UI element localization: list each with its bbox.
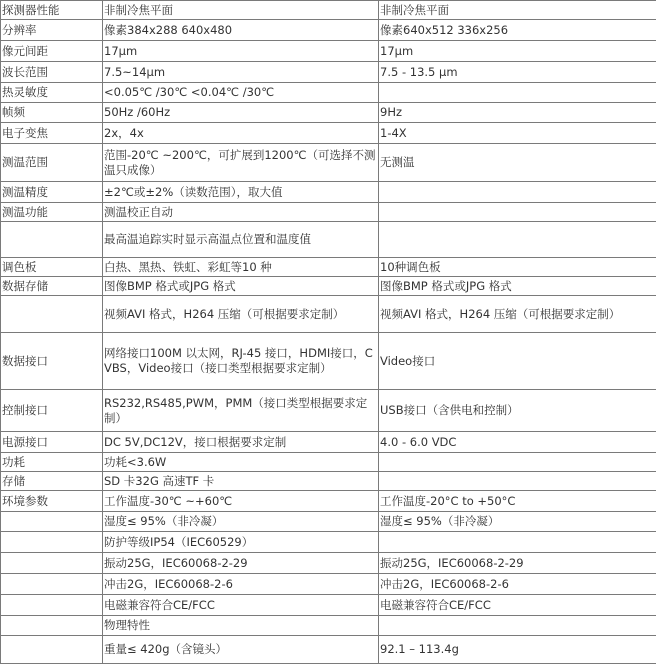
spec-value-b (379, 203, 656, 222)
table-row (1, 182, 656, 203)
spec-value-a: 视频AVI 格式，H264 压缩（可根据要求定制） (103, 296, 379, 333)
spec-value-b: USB接口（含供电和控制） (379, 390, 656, 432)
row-label (1, 616, 103, 636)
table-row (1, 333, 656, 390)
spec-value-b: 1-4X (379, 123, 656, 144)
row-label (1, 553, 103, 574)
spec-value-b: 冲击2G，IEC60068-2-6 (379, 574, 656, 595)
row-label: 电子变焦 (1, 123, 103, 144)
row-label: 热灵敏度 (1, 83, 103, 103)
row-label: 电源接口 (1, 432, 103, 453)
spec-value-b: 像素640x512 336x256 (379, 20, 656, 41)
table-row (1, 258, 656, 277)
row-label: 数据接口 (1, 333, 103, 390)
table-row (1, 432, 656, 453)
table-row (1, 144, 656, 182)
row-label: 波长范围 (1, 62, 103, 83)
table-row (1, 636, 656, 664)
spec-value-b: Video接口 (379, 333, 656, 390)
row-label: 帧频 (1, 103, 103, 123)
spec-value-a: 网络接口100M 以太网，RJ-45 接口，HDMI接口，CVBS，Video接口（接口类型根据要求定制） (103, 333, 379, 390)
spec-value-a: 工作温度-30℃ ~+60℃ (103, 491, 379, 512)
spec-value-b (379, 83, 656, 103)
row-label: 测温精度 (1, 182, 103, 203)
spec-value-a: <0.05℃ /30℃ <0.04℃ /30℃ (103, 83, 379, 103)
table-row (1, 222, 656, 258)
spec-value-b: 视频AVI 格式，H264 压缩（可根据要求定制） (379, 296, 656, 333)
spec-value-a: 物理特性 (103, 616, 379, 636)
spec-value-a: 电磁兼容符合CE/FCC (103, 595, 379, 616)
spec-value-a: SD 卡32G 高速TF 卡 (103, 472, 379, 491)
table-row (1, 553, 656, 574)
table-row (1, 296, 656, 333)
row-label: 环境参数 (1, 491, 103, 512)
table-row (1, 203, 656, 222)
table-row (1, 512, 656, 532)
row-label (1, 222, 103, 258)
row-label (1, 636, 103, 664)
spec-value-b (379, 472, 656, 491)
row-label: 测温功能 (1, 203, 103, 222)
spec-value-b (379, 182, 656, 203)
spec-value-a: 功耗<3.6W (103, 453, 379, 472)
spec-value-a: ±2℃或±2%（读数范围），取大值 (103, 182, 379, 203)
spec-value-b: 4.0 - 6.0 VDC (379, 432, 656, 453)
spec-value-a: 7.5~14μm (103, 62, 379, 83)
spec-value-b: 湿度≤ 95%（非冷凝） (379, 512, 656, 532)
spec-value-b (379, 532, 656, 553)
row-label (1, 595, 103, 616)
spec-value-a: RS232,RS485,PWM，PMM（接口类型根据要求定制） (103, 390, 379, 432)
row-label (1, 296, 103, 333)
spec-value-a: 图像BMP 格式或JPG 格式 (103, 277, 379, 296)
spec-value-a: 白热、黑热、铁虹、彩虹等10 种 (103, 258, 379, 277)
table-row (1, 532, 656, 553)
spec-value-a: 范围-20℃ ~200℃，可扩展到1200℃（可选择不测温只成像） (103, 144, 379, 182)
table-row (1, 595, 656, 616)
table-row (1, 472, 656, 491)
spec-value-a: 重量≤ 420g（含镜头） (103, 636, 379, 664)
spec-value-b: 92.1 – 113.4g (379, 636, 656, 664)
spec-value-b: 电磁兼容符合CE/FCC (379, 595, 656, 616)
table-row (1, 62, 656, 83)
row-label: 像元间距 (1, 41, 103, 62)
table-row (1, 103, 656, 123)
spec-value-a: 17μm (103, 41, 379, 62)
spec-value-b: 图像BMP 格式或JPG 格式 (379, 277, 656, 296)
row-label: 探测器性能 (1, 1, 103, 20)
row-label (1, 574, 103, 595)
spec-value-a: 最高温追踪实时显示高温点位置和温度值 (103, 222, 379, 258)
spec-value-b (379, 616, 656, 636)
row-label: 存储 (1, 472, 103, 491)
spec-value-b: 非制冷焦平面 (379, 1, 656, 20)
table-row (1, 277, 656, 296)
spec-value-a: 像素384x288 640x480 (103, 20, 379, 41)
spec-value-a: 2x，4x (103, 123, 379, 144)
spec-value-b (379, 222, 656, 258)
spec-value-a: DC 5V,DC12V，接口根据要求定制 (103, 432, 379, 453)
spec-value-a: 振动25G，IEC60068-2-29 (103, 553, 379, 574)
table-row (1, 1, 656, 20)
spec-value-b: 9Hz (379, 103, 656, 123)
spec-value-b: 无测温 (379, 144, 656, 182)
spec-value-b: 10种调色板 (379, 258, 656, 277)
spec-value-b (379, 453, 656, 472)
table-row (1, 41, 656, 62)
table-row (1, 83, 656, 103)
table-row (1, 574, 656, 595)
spec-value-b: 17μm (379, 41, 656, 62)
spec-value-b: 工作温度-20°C to +50°C (379, 491, 656, 512)
spec-value-a: 冲击2G，IEC60068-2-6 (103, 574, 379, 595)
row-label: 测温范围 (1, 144, 103, 182)
spec-value-b: 7.5 - 13.5 μm (379, 62, 656, 83)
table-row (1, 491, 656, 512)
row-label: 功耗 (1, 453, 103, 472)
spec-value-a: 非制冷焦平面 (103, 1, 379, 20)
spec-value-a: 防护等级IP54（IEC60529） (103, 532, 379, 553)
row-label (1, 512, 103, 532)
row-label: 控制接口 (1, 390, 103, 432)
spec-value-a: 测温校正自动 (103, 203, 379, 222)
spec-value-a: 湿度≤ 95%（非冷凝） (103, 512, 379, 532)
spec-value-a: 50Hz /60Hz (103, 103, 379, 123)
row-label (1, 532, 103, 553)
spec-value-b: 振动25G，IEC60068-2-29 (379, 553, 656, 574)
table-row (1, 616, 656, 636)
table-row (1, 453, 656, 472)
table-row (1, 390, 656, 432)
row-label: 调色板 (1, 258, 103, 277)
table-row (1, 123, 656, 144)
table-row (1, 20, 656, 41)
row-label: 分辨率 (1, 20, 103, 41)
row-label: 数据存储 (1, 277, 103, 296)
